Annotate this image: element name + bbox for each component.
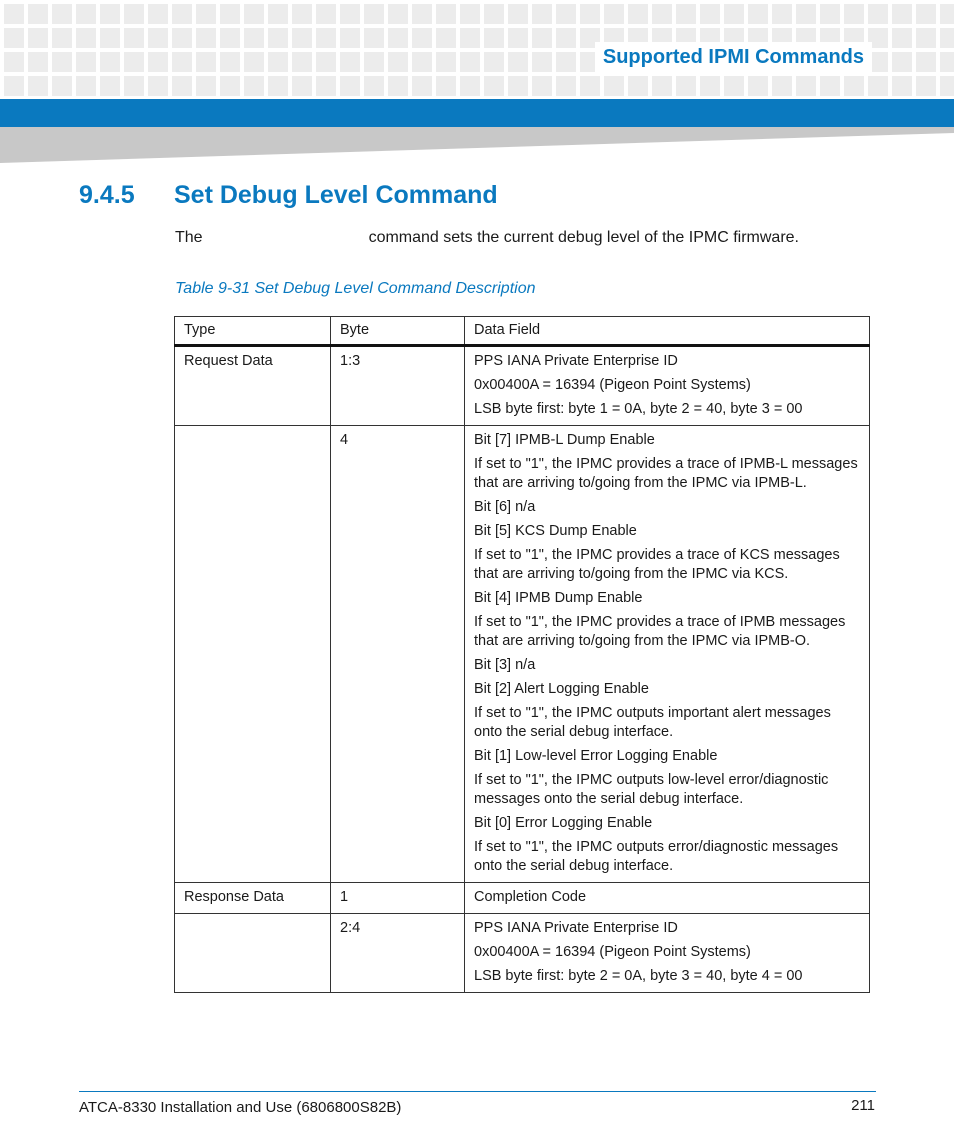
cell-data-field [465, 914, 870, 993]
data-field-line: If set to "1", the IPMC provides a trace of KCS messages that are arriving to/going from the IPMC via KCS. [474, 547, 840, 582]
table-row [175, 914, 870, 993]
data-field-line: Bit [2] Alert Logging Enable [474, 681, 649, 697]
cell-type: Request Data [175, 346, 331, 426]
data-field-line: If set to "1", the IPMC outputs error/diagnostic messages onto the serial debug interface. [474, 839, 839, 874]
cell-data-field [465, 346, 870, 426]
cell-byte: 2:4 [331, 914, 465, 993]
data-field-line: Bit [7] IPMB-L Dump Enable [474, 432, 655, 448]
cell-data-field [465, 426, 870, 883]
data-field-line: 0x00400A = 16394 (Pigeon Point Systems) [474, 944, 751, 960]
cell-data-field [465, 883, 870, 914]
data-field-line: Bit [0] Error Logging Enable [474, 815, 653, 831]
cell-byte: 1 [331, 883, 465, 914]
command-table [174, 316, 870, 993]
data-field-line: Bit [4] IPMB Dump Enable [474, 590, 643, 606]
data-field-line: PPS IANA Private Enterprise ID [474, 353, 678, 369]
header-blue-bar [0, 99, 954, 127]
cell-type: Response Data [175, 883, 331, 914]
table-row [175, 883, 870, 914]
cell-byte: 4 [331, 426, 465, 883]
intro-text-before: The [175, 229, 203, 246]
data-field-line: Bit [1] Low-level Error Logging Enable [474, 748, 718, 764]
table-body [175, 346, 870, 993]
table-header-row [175, 317, 870, 346]
data-field-line: Completion Code [474, 889, 587, 905]
data-field-line: LSB byte first: byte 2 = 0A, byte 3 = 40, byte 4 = 00 [474, 968, 803, 984]
cell-byte: 1:3 [331, 346, 465, 426]
intro-paragraph [175, 229, 799, 247]
table-row [175, 346, 870, 426]
table-row [175, 426, 870, 883]
cell-type [175, 914, 331, 993]
header-grey-swoosh [0, 127, 954, 163]
data-field-line: LSB byte first: byte 1 = 0A, byte 2 = 40, byte 3 = 00 [474, 401, 803, 417]
section-title: Set Debug Level Command [174, 181, 498, 209]
intro-text-after: command sets the current debug level of the IPMC firmware. [368, 229, 799, 246]
column-header-data-field: Data Field [465, 317, 870, 346]
footer-document-title: ATCA-8330 Installation and Use (6806800S82B) [79, 1099, 402, 1116]
section-heading [79, 181, 498, 210]
column-header-type: Type [175, 317, 331, 346]
data-field-line: Bit [6] n/a [474, 499, 536, 515]
data-field-line: PPS IANA Private Enterprise ID [474, 920, 678, 936]
data-field-line: Bit [3] n/a [474, 657, 536, 673]
data-field-line: 0x00400A = 16394 (Pigeon Point Systems) [474, 377, 751, 393]
data-field-line: If set to "1", the IPMC outputs important alert messages onto the serial debug interface. [474, 705, 831, 740]
data-field-line: If set to "1", the IPMC outputs low-level error/diagnostic messages onto the serial debug interface. [474, 772, 829, 807]
column-header-byte: Byte [331, 317, 465, 346]
table-caption: Table 9-31 Set Debug Level Command Description [175, 280, 536, 297]
data-field-line: If set to "1", the IPMC provides a trace of IPMB messages that are arriving to/going from the IPMC via IPMB-O. [474, 614, 846, 649]
cell-type [175, 426, 331, 883]
running-header-title: Supported IPMI Commands [595, 42, 872, 72]
data-field-line: Bit [5] KCS Dump Enable [474, 523, 637, 539]
section-number: 9.4.5 [79, 181, 135, 209]
footer-page-number: 211 [851, 1097, 875, 1114]
footer-rule [79, 1091, 876, 1092]
data-field-line: If set to "1", the IPMC provides a trace of IPMB-L messages that are arriving to/going from the IPMC via IPMB-L. [474, 456, 858, 491]
